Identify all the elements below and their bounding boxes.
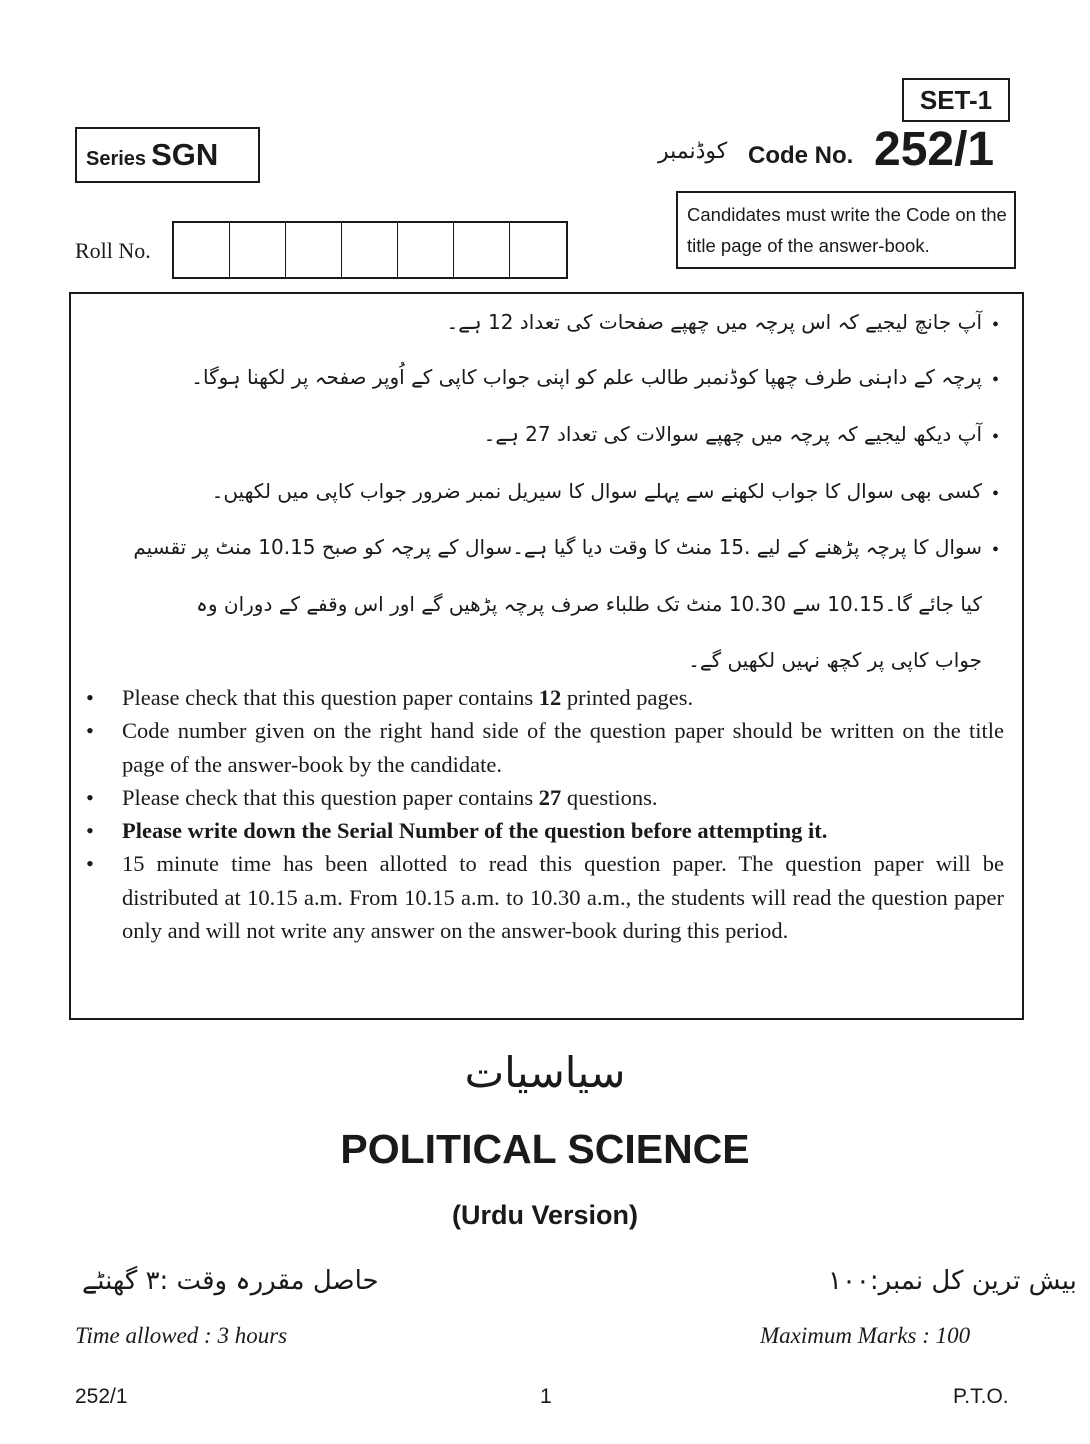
subject-urdu: سیاسیات: [464, 1048, 626, 1097]
instruction-item: [86, 714, 1016, 781]
instruction-text-bold: Please write down the Serial Number of the question before attempting it.: [122, 818, 828, 844]
urdu-instruction-line: کیا جائے گا۔10.15 سے 10.30 منٹ تک طلباء صرف پرچہ پڑھیں گے اور اس وقفے کے دوران وہ: [196, 592, 982, 616]
series-box: [75, 127, 260, 183]
instruction-text: [122, 814, 1016, 847]
bullet-icon: •: [86, 784, 94, 810]
instruction-text: [122, 847, 1016, 947]
roll-label: Roll No.: [75, 238, 151, 263]
urdu-instruction-line: جواب کاپی پر کچھ نہیں لکھیں گے۔: [688, 648, 982, 672]
instruction-item: [86, 681, 1016, 714]
urdu-instruction-line: پرچہ کے داہنی طرف چھپا کوڈنمبر طالب علم کو اپنی جواب کاپی کے اُوپر صفحہ پر لکھنا ہوگا۔: [191, 365, 982, 389]
instruction-text-pre: Please check that this question paper contains: [122, 784, 539, 810]
instruction-text: [122, 681, 1016, 714]
instruction-text-bold: 12: [538, 685, 562, 710]
footer-page-number: 1: [540, 1385, 552, 1408]
instruction-item: [86, 847, 1016, 947]
series-label: Series: [86, 148, 147, 170]
roll-number-cell: [174, 223, 230, 277]
instruction-text: [122, 781, 1016, 814]
code-value: 252/1: [874, 123, 995, 176]
instruction-text-bold: 27: [538, 784, 562, 810]
max-marks-urdu: بیش ترین کل نمبر:۱۰۰: [828, 1266, 1077, 1296]
instruction-text-post: questions.: [561, 784, 658, 810]
roll-number-cell: [510, 223, 566, 277]
urdu-instruction-line: آپ دیکھ لیجیے کہ پرچہ میں چھپے سوالات کی تعداد 27 ہے۔: [483, 422, 982, 446]
roll-number-cell: [454, 223, 510, 277]
roll-number-cell: [286, 223, 342, 277]
bullet-icon: •: [86, 851, 94, 877]
code-label: Code No.: [748, 142, 854, 169]
time-allowed: Time allowed : 3 hours: [75, 1323, 288, 1348]
instruction-text-post: printed pages.: [561, 685, 694, 710]
max-marks: Maximum Marks : 100: [760, 1323, 971, 1348]
time-allowed-urdu: حاصل مقررہ وقت :۳ گھنٹے: [82, 1266, 379, 1296]
instruction-text-pre: Please check that this question paper contains: [122, 685, 539, 710]
bullet-icon: •: [992, 369, 1000, 391]
bullet-icon: •: [86, 718, 94, 744]
urdu-instruction-line: کسی بھی سوال کا جواب لکھنے سے پہلے سوال کا سیریل نمبر ضرور جواب کاپی میں لکھیں۔: [211, 479, 982, 503]
roll-number-cell: [230, 223, 286, 277]
set-badge: SET-1: [902, 78, 1010, 122]
instruction-item: [86, 814, 1016, 847]
english-instructions: [86, 681, 1016, 947]
version-label: (Urdu Version): [451, 1200, 639, 1230]
bullet-icon: •: [992, 314, 1000, 336]
footer-code: 252/1: [75, 1385, 128, 1408]
roll-number-boxes: [172, 221, 568, 279]
urdu-instruction-line: سوال کا پرچہ پڑھنے کے لیے .15 منٹ کا وقت دیا گیا ہے۔سوال کے پرچہ کو صبح 10.15 منٹ پر تقسیم: [133, 535, 982, 559]
series-value: SGN: [151, 137, 219, 172]
candidates-note-box: Candidates must write the Code on the title page of the answer-book.: [676, 191, 1016, 269]
instruction-text-pre: Code number given on the right hand side of the question paper should be written on the title page of the answer-book by the candidate.: [122, 718, 1004, 777]
instruction-item: [86, 781, 1016, 814]
bullet-icon: •: [992, 539, 1000, 561]
instruction-text: [122, 714, 1016, 781]
urdu-instruction-line: آپ جانچ لیجیے کہ اس پرچہ میں چھپے صفحات کی تعداد 12 ہے۔: [446, 310, 982, 334]
bullet-icon: •: [86, 818, 94, 844]
subject-title: POLITICAL SCIENCE: [340, 1126, 750, 1172]
roll-number-cell: [342, 223, 398, 277]
bullet-icon: •: [86, 685, 94, 710]
code-urdu-label: کوڈنمبر: [658, 138, 728, 163]
roll-number-cell: [398, 223, 454, 277]
footer-pto: P.T.O.: [953, 1385, 1009, 1408]
bullet-icon: •: [992, 483, 1000, 505]
instruction-text-pre: 15 minute time has been allotted to read this question paper. The question paper will be distributed at 10.15 a.m. From 10.15 a.m. to 10.30 a.m., the students will read the question paper only and will not write any answer on the answer-book during this period.: [122, 851, 1004, 944]
bullet-icon: •: [992, 426, 1000, 448]
